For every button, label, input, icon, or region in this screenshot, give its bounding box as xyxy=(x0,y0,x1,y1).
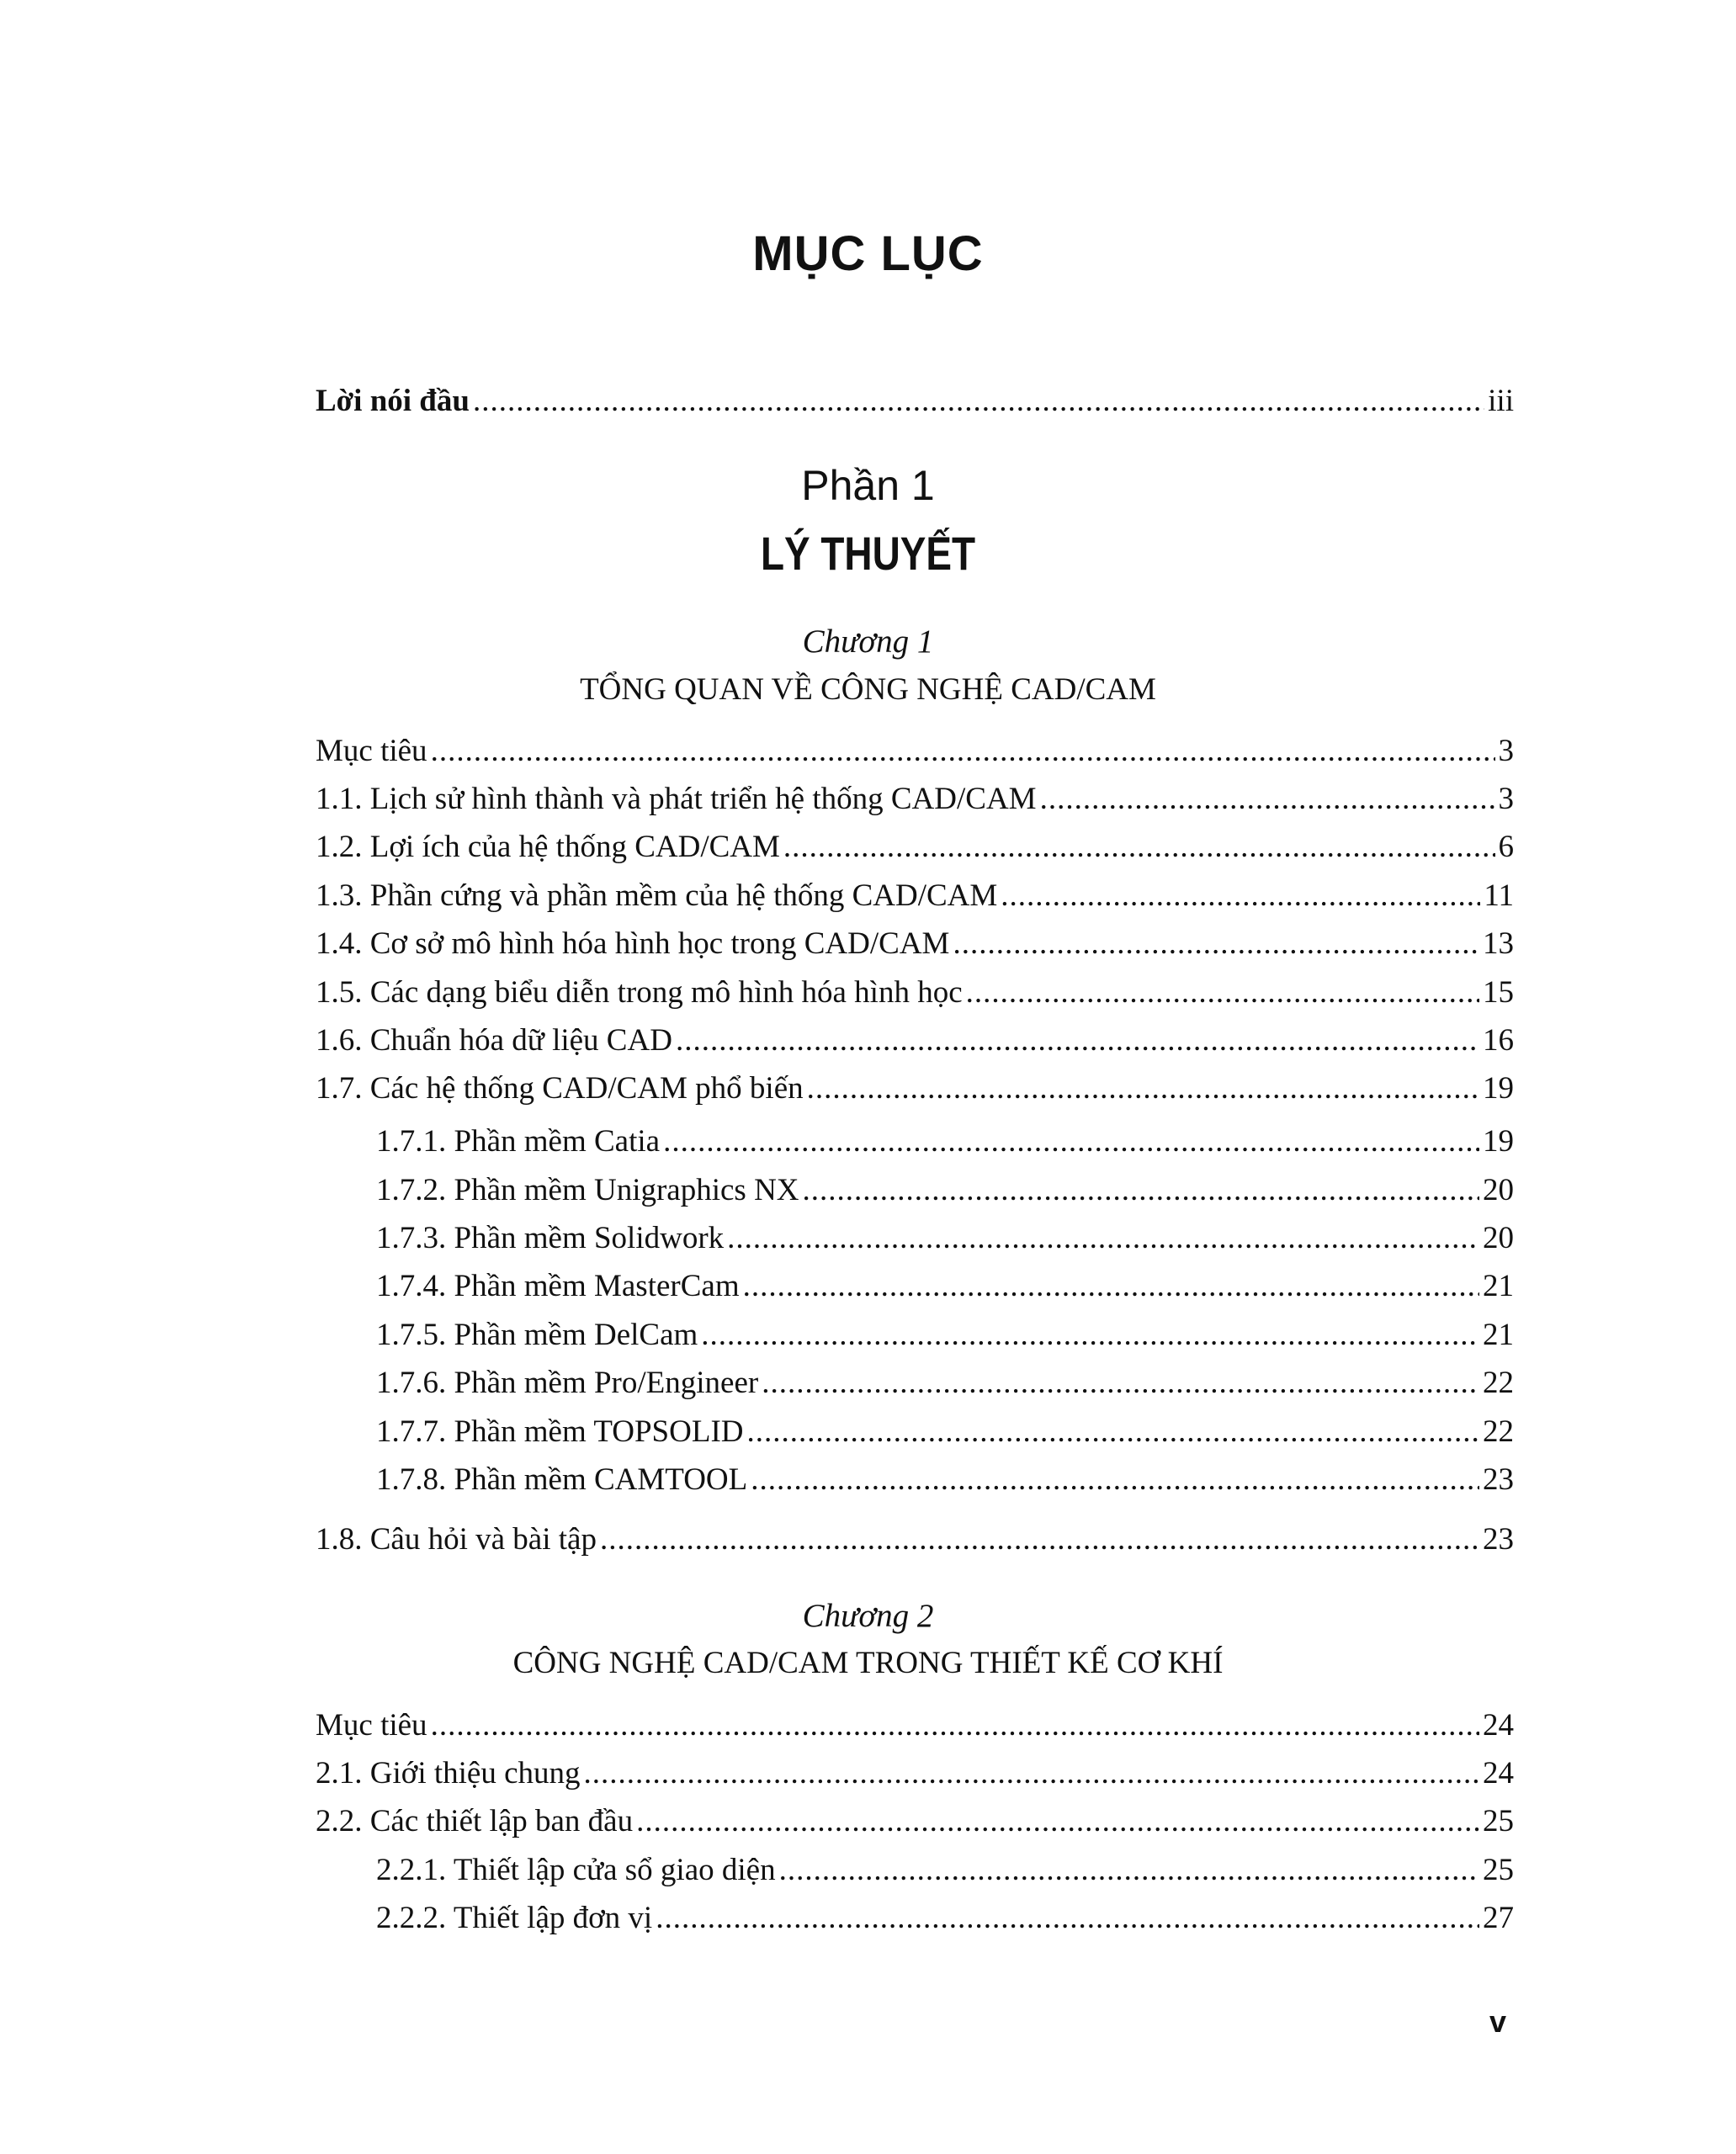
dot-leader xyxy=(743,1268,1479,1305)
toc-entry xyxy=(316,733,1514,770)
toc-entry-page: 19 xyxy=(1483,1124,1514,1159)
dot-leader xyxy=(431,1707,1479,1744)
toc-entry-text: Mục tiêu xyxy=(316,1708,427,1743)
toc-subentry xyxy=(376,1123,1514,1160)
toc-entry-text: 1.4. Cơ sở mô hình hóa hình học trong CAD/CAM xyxy=(316,926,950,961)
dot-leader xyxy=(431,733,1495,770)
toc-subentry xyxy=(376,1365,1514,1402)
toc-entry-text: 2.2.1. Thiết lập cửa sổ giao diện xyxy=(376,1853,776,1887)
toc-entry-text: 1.7.8. Phần mềm CAMTOOL xyxy=(376,1462,748,1497)
toc-entry-page: 20 xyxy=(1483,1221,1514,1255)
toc-entry-page: 22 xyxy=(1483,1366,1514,1400)
toc-entry-page: 23 xyxy=(1483,1522,1514,1557)
toc-entry-page: 16 xyxy=(1483,1023,1514,1058)
toc-entry-text: 2.1. Giới thiệu chung xyxy=(316,1756,581,1791)
toc-entry-page: 27 xyxy=(1483,1901,1514,1935)
toc-entry xyxy=(316,1521,1514,1558)
toc-subentry xyxy=(376,1462,1514,1499)
toc-entry-text: 2.2. Các thiết lập ban đầu xyxy=(316,1804,634,1838)
chapter-1-label: Chương 1 xyxy=(802,623,934,660)
toc-entry xyxy=(316,878,1514,915)
toc-entry xyxy=(316,1803,1514,1840)
toc-entry xyxy=(316,1070,1514,1107)
toc-subentry xyxy=(376,1852,1514,1889)
toc-entry-page: 25 xyxy=(1483,1804,1514,1838)
toc-entry-text: 1.7. Các hệ thống CAD/CAM phổ biến xyxy=(316,1071,804,1106)
toc-entry-page: 6 xyxy=(1498,830,1514,864)
dot-leader xyxy=(600,1521,1479,1558)
toc-entry-page: 21 xyxy=(1483,1318,1514,1352)
toc-entry xyxy=(316,974,1514,1011)
toc-entry-page: 24 xyxy=(1483,1756,1514,1791)
toc-entry-text: 1.6. Chuẩn hóa dữ liệu CAD xyxy=(316,1023,672,1058)
dot-leader xyxy=(803,1172,1479,1209)
toc-entry-page: 3 xyxy=(1498,734,1514,768)
dot-leader xyxy=(701,1317,1479,1354)
toc-subentry xyxy=(376,1172,1514,1209)
toc-entry-page: 22 xyxy=(1483,1414,1514,1449)
dot-leader xyxy=(676,1022,1479,1059)
toc-entry-text: 1.2. Lợi ích của hệ thống CAD/CAM xyxy=(316,830,780,864)
toc-entry-page: 21 xyxy=(1483,1269,1514,1303)
dot-leader xyxy=(727,1220,1479,1257)
toc-entry-text: 1.7.6. Phần mềm Pro/Engineer xyxy=(376,1366,759,1400)
dot-leader xyxy=(966,974,1479,1011)
dot-leader xyxy=(746,1414,1479,1451)
dot-leader xyxy=(783,829,1495,866)
toc-entry-text: 1.7.3. Phần mềm Solidwork xyxy=(376,1221,725,1255)
toc-entry-text: 2.2.2. Thiết lập đơn vị xyxy=(376,1901,653,1935)
toc-entry-page: 13 xyxy=(1483,926,1514,961)
toc-entry-page: 19 xyxy=(1483,1071,1514,1106)
toc-subentry xyxy=(376,1900,1514,1937)
dot-leader xyxy=(473,383,1484,420)
dot-leader xyxy=(636,1803,1479,1840)
chapter-2-title: CÔNG NGHỆ CAD/CAM TRONG THIẾT KẾ CƠ KHÍ xyxy=(512,1646,1224,1680)
toc-entry-page: 15 xyxy=(1483,975,1514,1010)
toc-entry-page: 23 xyxy=(1483,1462,1514,1497)
toc-entry-text: 1.1. Lịch sử hình thành và phát triển hệ thống CAD/CAM xyxy=(316,782,1037,816)
toc-entry-page: 3 xyxy=(1498,782,1514,816)
toc-entry-page: 25 xyxy=(1483,1853,1514,1887)
toc-entry-page: iii xyxy=(1488,384,1514,418)
toc-entry-text: 1.7.5. Phần mềm DelCam xyxy=(376,1318,698,1352)
chapter-2-label: Chương 2 xyxy=(802,1598,934,1634)
toc-entry-text: 1.8. Câu hỏi và bài tập xyxy=(316,1522,597,1557)
dot-leader xyxy=(663,1123,1479,1160)
toc-entry-page: 24 xyxy=(1483,1708,1514,1743)
toc-entry-text: 1.7.4. Phần mềm MasterCam xyxy=(376,1269,740,1303)
dot-leader xyxy=(584,1755,1480,1792)
page-title: MỤC LỤC xyxy=(752,226,984,281)
toc-entry-text: 1.7.1. Phần mềm Catia xyxy=(376,1124,661,1159)
toc-entry xyxy=(316,1755,1514,1792)
toc-entry-text: 1.3. Phần cứng và phần mềm của hệ thống CAD/CAM xyxy=(316,878,998,913)
toc-entry xyxy=(316,829,1514,866)
toc-subentry xyxy=(376,1414,1514,1451)
toc-subentry xyxy=(376,1268,1514,1305)
toc-entry-text: Lời nói đầu xyxy=(316,384,470,418)
part-title: LÝ THUYẾT xyxy=(760,527,976,580)
toc-entry-text: 1.7.7. Phần mềm TOPSOLID xyxy=(376,1414,744,1449)
part-label: Phần 1 xyxy=(801,462,935,509)
dot-leader xyxy=(751,1462,1479,1499)
toc-entry xyxy=(316,926,1514,963)
toc-entry-page: 11 xyxy=(1484,878,1514,913)
dot-leader xyxy=(762,1365,1479,1402)
toc-entry-page: 20 xyxy=(1483,1173,1514,1207)
toc-entry xyxy=(316,1022,1514,1059)
toc-entry-preface xyxy=(316,383,1514,420)
toc-entry-text: Mục tiêu xyxy=(316,734,427,768)
dot-leader xyxy=(656,1900,1479,1937)
dot-leader xyxy=(807,1070,1479,1107)
toc-entry xyxy=(316,1707,1514,1744)
toc-subentry xyxy=(376,1220,1514,1257)
toc-subentry xyxy=(376,1317,1514,1354)
toc-entry xyxy=(316,781,1514,818)
dot-leader xyxy=(1040,781,1495,818)
toc-entry-text: 1.5. Các dạng biểu diễn trong mô hình hóa hình học xyxy=(316,975,963,1010)
dot-leader xyxy=(1001,878,1480,915)
page-number: v xyxy=(1489,2004,1507,2039)
toc-entry-text: 1.7.2. Phần mềm Unigraphics NX xyxy=(376,1173,799,1207)
dot-leader xyxy=(953,926,1479,963)
dot-leader xyxy=(779,1852,1479,1889)
chapter-1-title: TỔNG QUAN VỀ CÔNG NGHỆ CAD/CAM xyxy=(580,672,1156,707)
